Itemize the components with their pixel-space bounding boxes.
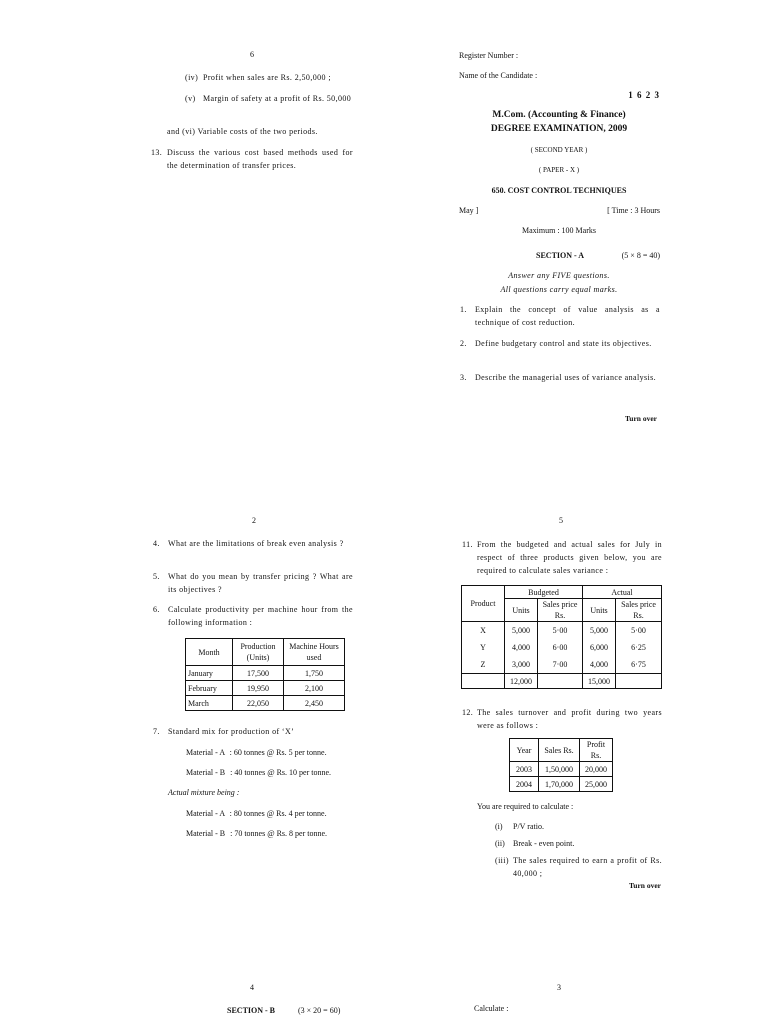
sales-variance-table [461, 585, 662, 689]
table-row: January 17,500 1,750 [186, 666, 345, 681]
question-13: 13. Discuss the various cost based methods used for the determination of transfer prices. [151, 148, 353, 170]
std-mix-material-a: Material - A : 60 tonnes @ Rs. 5 per tonne. [186, 748, 327, 757]
question-3: 3. Describe the managerial uses of variance analysis. [460, 373, 657, 382]
table-row: February 19,950 2,100 [186, 681, 345, 696]
header-budgeted: Budgeted [505, 586, 583, 599]
p6-item-vi: and (vi) Variable costs of the two periods. [167, 127, 318, 136]
calc-intro: You are required to calculate : [477, 802, 574, 811]
question-12: 12. The sales turnover and profit during two years were as follows : [462, 708, 662, 730]
header-product: Product [462, 586, 505, 622]
total-actual: 15,000 [583, 674, 616, 689]
question-6: 6. Calculate productivity per machine hour from the following information : [153, 605, 353, 627]
total-budgeted: 12,000 [505, 674, 538, 689]
subject-title: 650. COST CONTROL TECHNIQUES [491, 186, 627, 195]
page-number-6: 6 [250, 50, 254, 59]
question-2: 2. Define budgetary control and state its objectives. [460, 339, 652, 348]
question-7: 7. Standard mix for production of ‘X’ [153, 727, 295, 736]
page-number-5: 5 [559, 516, 563, 525]
paper-code: 1 6 2 3 [628, 90, 660, 100]
productivity-table [185, 638, 345, 711]
sales-profit-table [509, 738, 613, 792]
table-total-row [462, 674, 662, 689]
section-b-title: SECTION - B [227, 1006, 276, 1015]
table-row: March 22,050 2,450 [186, 696, 345, 711]
calc-item-ii: (ii) Break - even point. [495, 839, 575, 848]
page-number-3: 3 [557, 983, 561, 992]
page-number-2: 2 [252, 516, 256, 525]
table-row: 2004 1,70,000 25,000 [510, 777, 613, 792]
header-actual: Actual [583, 586, 662, 599]
act-mix-material-b: Material - B : 70 tonnes @ Rs. 8 per tonne. [186, 829, 328, 838]
p6-item-v: (v) Margin of safety at a profit of Rs. 50,000 [185, 94, 352, 103]
exam-month: May ] [459, 206, 479, 215]
table-header-row: Year Sales Rs. Profit Rs. [510, 739, 613, 762]
page-number-4: 4 [250, 983, 254, 992]
turn-over-cover: Turn over [624, 414, 657, 423]
turn-over-p5: Turn over [628, 881, 661, 890]
actual-mixture-label: Actual mixture being : [168, 788, 240, 797]
instruction-2: All questions carry equal marks. [500, 285, 618, 294]
question-1: 1. Explain the concept of value analysis as a technique of cost reduction. [460, 305, 660, 327]
table-row: 2003 1,50,000 20,000 [510, 762, 613, 777]
register-number-label: Register Number : [459, 51, 519, 60]
paper-label: ( PAPER - X ) [538, 166, 580, 174]
degree-title: M.Com. (Accounting & Finance) [492, 110, 626, 120]
table-header-row [186, 639, 345, 666]
header-month: Month [186, 639, 233, 666]
question-11: 11. From the budgeted and actual sales for July in respect of three products given below, you are required to calculate sales variance : [462, 540, 662, 575]
candidate-name-label: Name of the Candidate : [459, 71, 538, 80]
calculate-label: Calculate : [474, 1004, 509, 1013]
table-row: X 5,000 5·00 5,000 5·00 [462, 622, 662, 640]
header-machine-hours: Machine Hours used [284, 639, 345, 666]
exam-title: DEGREE EXAMINATION, 2009 [490, 124, 628, 134]
header-production: Production (Units) [233, 639, 284, 666]
question-5: 5. What do you mean by transfer pricing ? What are its objectives ? [153, 572, 353, 594]
act-mix-material-a: Material - A : 80 tonnes @ Rs. 4 per tonne. [186, 809, 327, 818]
year-label: ( SECOND YEAR ) [530, 146, 588, 154]
exam-time: [ Time : 3 Hours [607, 206, 660, 215]
table-group-row [462, 586, 662, 599]
section-a-title: SECTION - A [536, 251, 585, 260]
instruction-1: Answer any FIVE questions. [508, 271, 610, 280]
calc-item-iii: (iii) The sales required to earn a profit of Rs. 40,000 ; [495, 856, 662, 878]
section-b-marks: (3 × 20 = 60) [298, 1006, 341, 1015]
table-row: Z 3,000 7·00 4,000 6·75 [462, 656, 662, 674]
section-a-marks: (5 × 8 = 40) [621, 251, 660, 260]
max-marks: Maximum : 100 Marks [522, 226, 596, 235]
table-row: Y 4,000 6·00 6,000 6·25 [462, 639, 662, 656]
table-header-row: Units Sales price Rs. Units Sales price Rs. [462, 599, 662, 622]
calc-item-i: (i) P/V ratio. [495, 822, 544, 831]
question-4: 4. What are the limitations of break even analysis ? [153, 539, 344, 548]
p6-item-iv: (iv) Profit when sales are Rs. 2,50,000 ; [185, 73, 331, 82]
std-mix-material-b: Material - B : 40 tonnes @ Rs. 10 per tonne. [186, 768, 332, 777]
